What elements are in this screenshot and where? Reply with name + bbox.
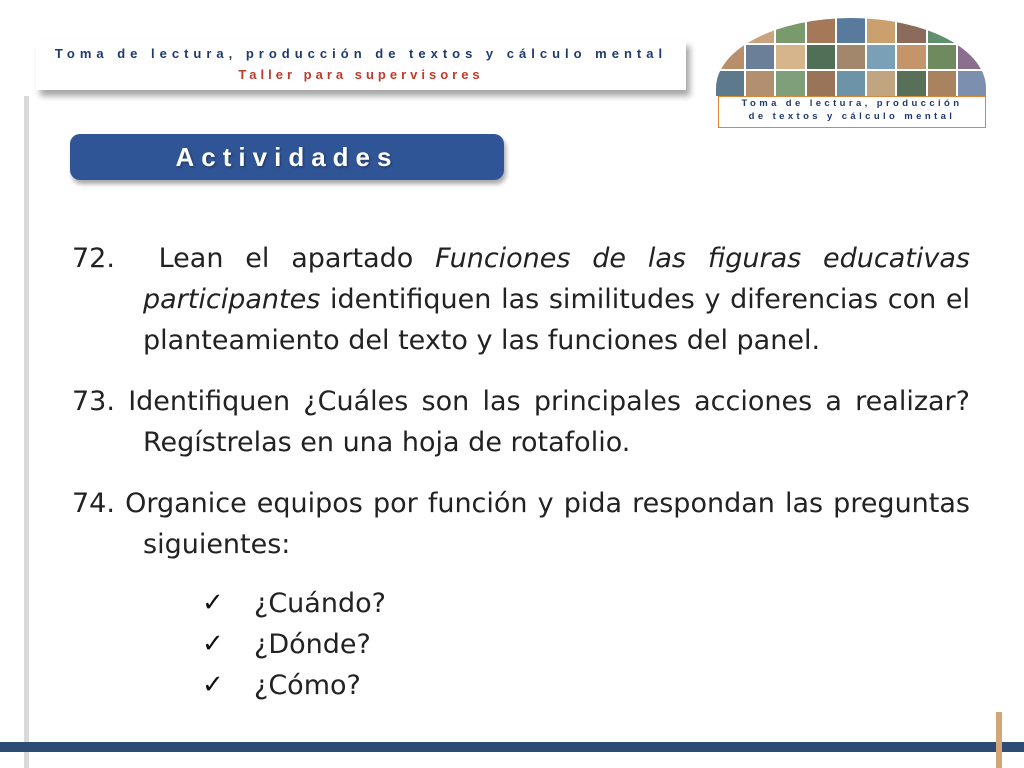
header-subtitle: Taller para supervisores (238, 67, 484, 82)
collage-photo-tile (807, 45, 835, 70)
checklist-item-label: ¿Cómo? (254, 670, 361, 701)
section-title-banner (70, 134, 504, 180)
logo-caption-line2: de textos y cálculo mental (748, 111, 956, 122)
checkmark-icon: ✓ (202, 670, 224, 700)
question-checklist (72, 583, 970, 706)
section-title: Actividades (175, 141, 399, 172)
checkmark-icon: ✓ (202, 588, 224, 618)
collage-photo-tile (837, 71, 865, 96)
item-text-before: Lean el apartado (158, 243, 436, 274)
collage-photo-tile (897, 45, 925, 70)
collage-photo-tile (958, 18, 986, 43)
collage-photo-tile (867, 71, 895, 96)
collage-photo-tile (746, 45, 774, 70)
activity-item-74 (72, 483, 970, 565)
collage-photo-tile (776, 45, 804, 70)
collage-photo-tile (867, 45, 895, 70)
collage-photo-tile (958, 45, 986, 70)
checklist-item (202, 583, 970, 624)
collage-photo-tile (746, 71, 774, 96)
collage-photo-tile (837, 45, 865, 70)
checklist-item (202, 624, 970, 665)
activities-content (72, 238, 970, 706)
item-number: 73. (72, 386, 115, 417)
collage-photo-tile (928, 18, 956, 43)
collage-photo-tile (807, 18, 835, 43)
collage-photo-tile (897, 71, 925, 96)
collage-photo-tile (746, 18, 774, 43)
footer-bar (0, 742, 1024, 752)
collage-photo-tile (776, 71, 804, 96)
collage-photo-tile (928, 71, 956, 96)
collage-photo-tile (776, 18, 804, 43)
collage-photo-tile (958, 71, 986, 96)
collage-photo-tile (716, 18, 744, 43)
collage-photo-tile (716, 45, 744, 70)
item-text: Identifiquen ¿Cuáles son las principales acciones a realizar? Regístrelas en una hoja de rotafolio. (128, 386, 970, 458)
checkmark-icon: ✓ (202, 629, 224, 659)
collage-photo-tile (928, 45, 956, 70)
item-emphasis: Funciones de las figuras educativas participantes (143, 243, 970, 315)
logo-caption (718, 96, 986, 128)
checklist-item (202, 665, 970, 706)
collage-photo-tile (716, 71, 744, 96)
item-number: 72. (72, 243, 115, 274)
footer-accent (996, 712, 1002, 768)
activity-item-73 (72, 381, 970, 463)
logo-photo-collage (716, 18, 986, 96)
checklist-item-label: ¿Dónde? (254, 629, 371, 660)
left-divider (24, 96, 29, 768)
collage-photo-tile (897, 18, 925, 43)
checklist-item-label: ¿Cuándo? (254, 588, 386, 619)
item-text-after: identifiquen las similitudes y diferencias con el planteamiento del texto y las funciones del panel. (143, 284, 970, 356)
item-text: Organice equipos por función y pida respondan las preguntas siguientes: (125, 488, 970, 560)
collage-photo-tile (807, 71, 835, 96)
logo-caption-line1: Toma de lectura, producción (741, 98, 963, 109)
collage-photo-tile (837, 18, 865, 43)
header-banner (36, 40, 686, 90)
header-title: Toma de lectura, producción de textos y cálculo mental (54, 46, 668, 61)
activity-item-72 (72, 238, 970, 361)
item-number: 74. (72, 488, 115, 519)
collage-photo-tile (867, 18, 895, 43)
